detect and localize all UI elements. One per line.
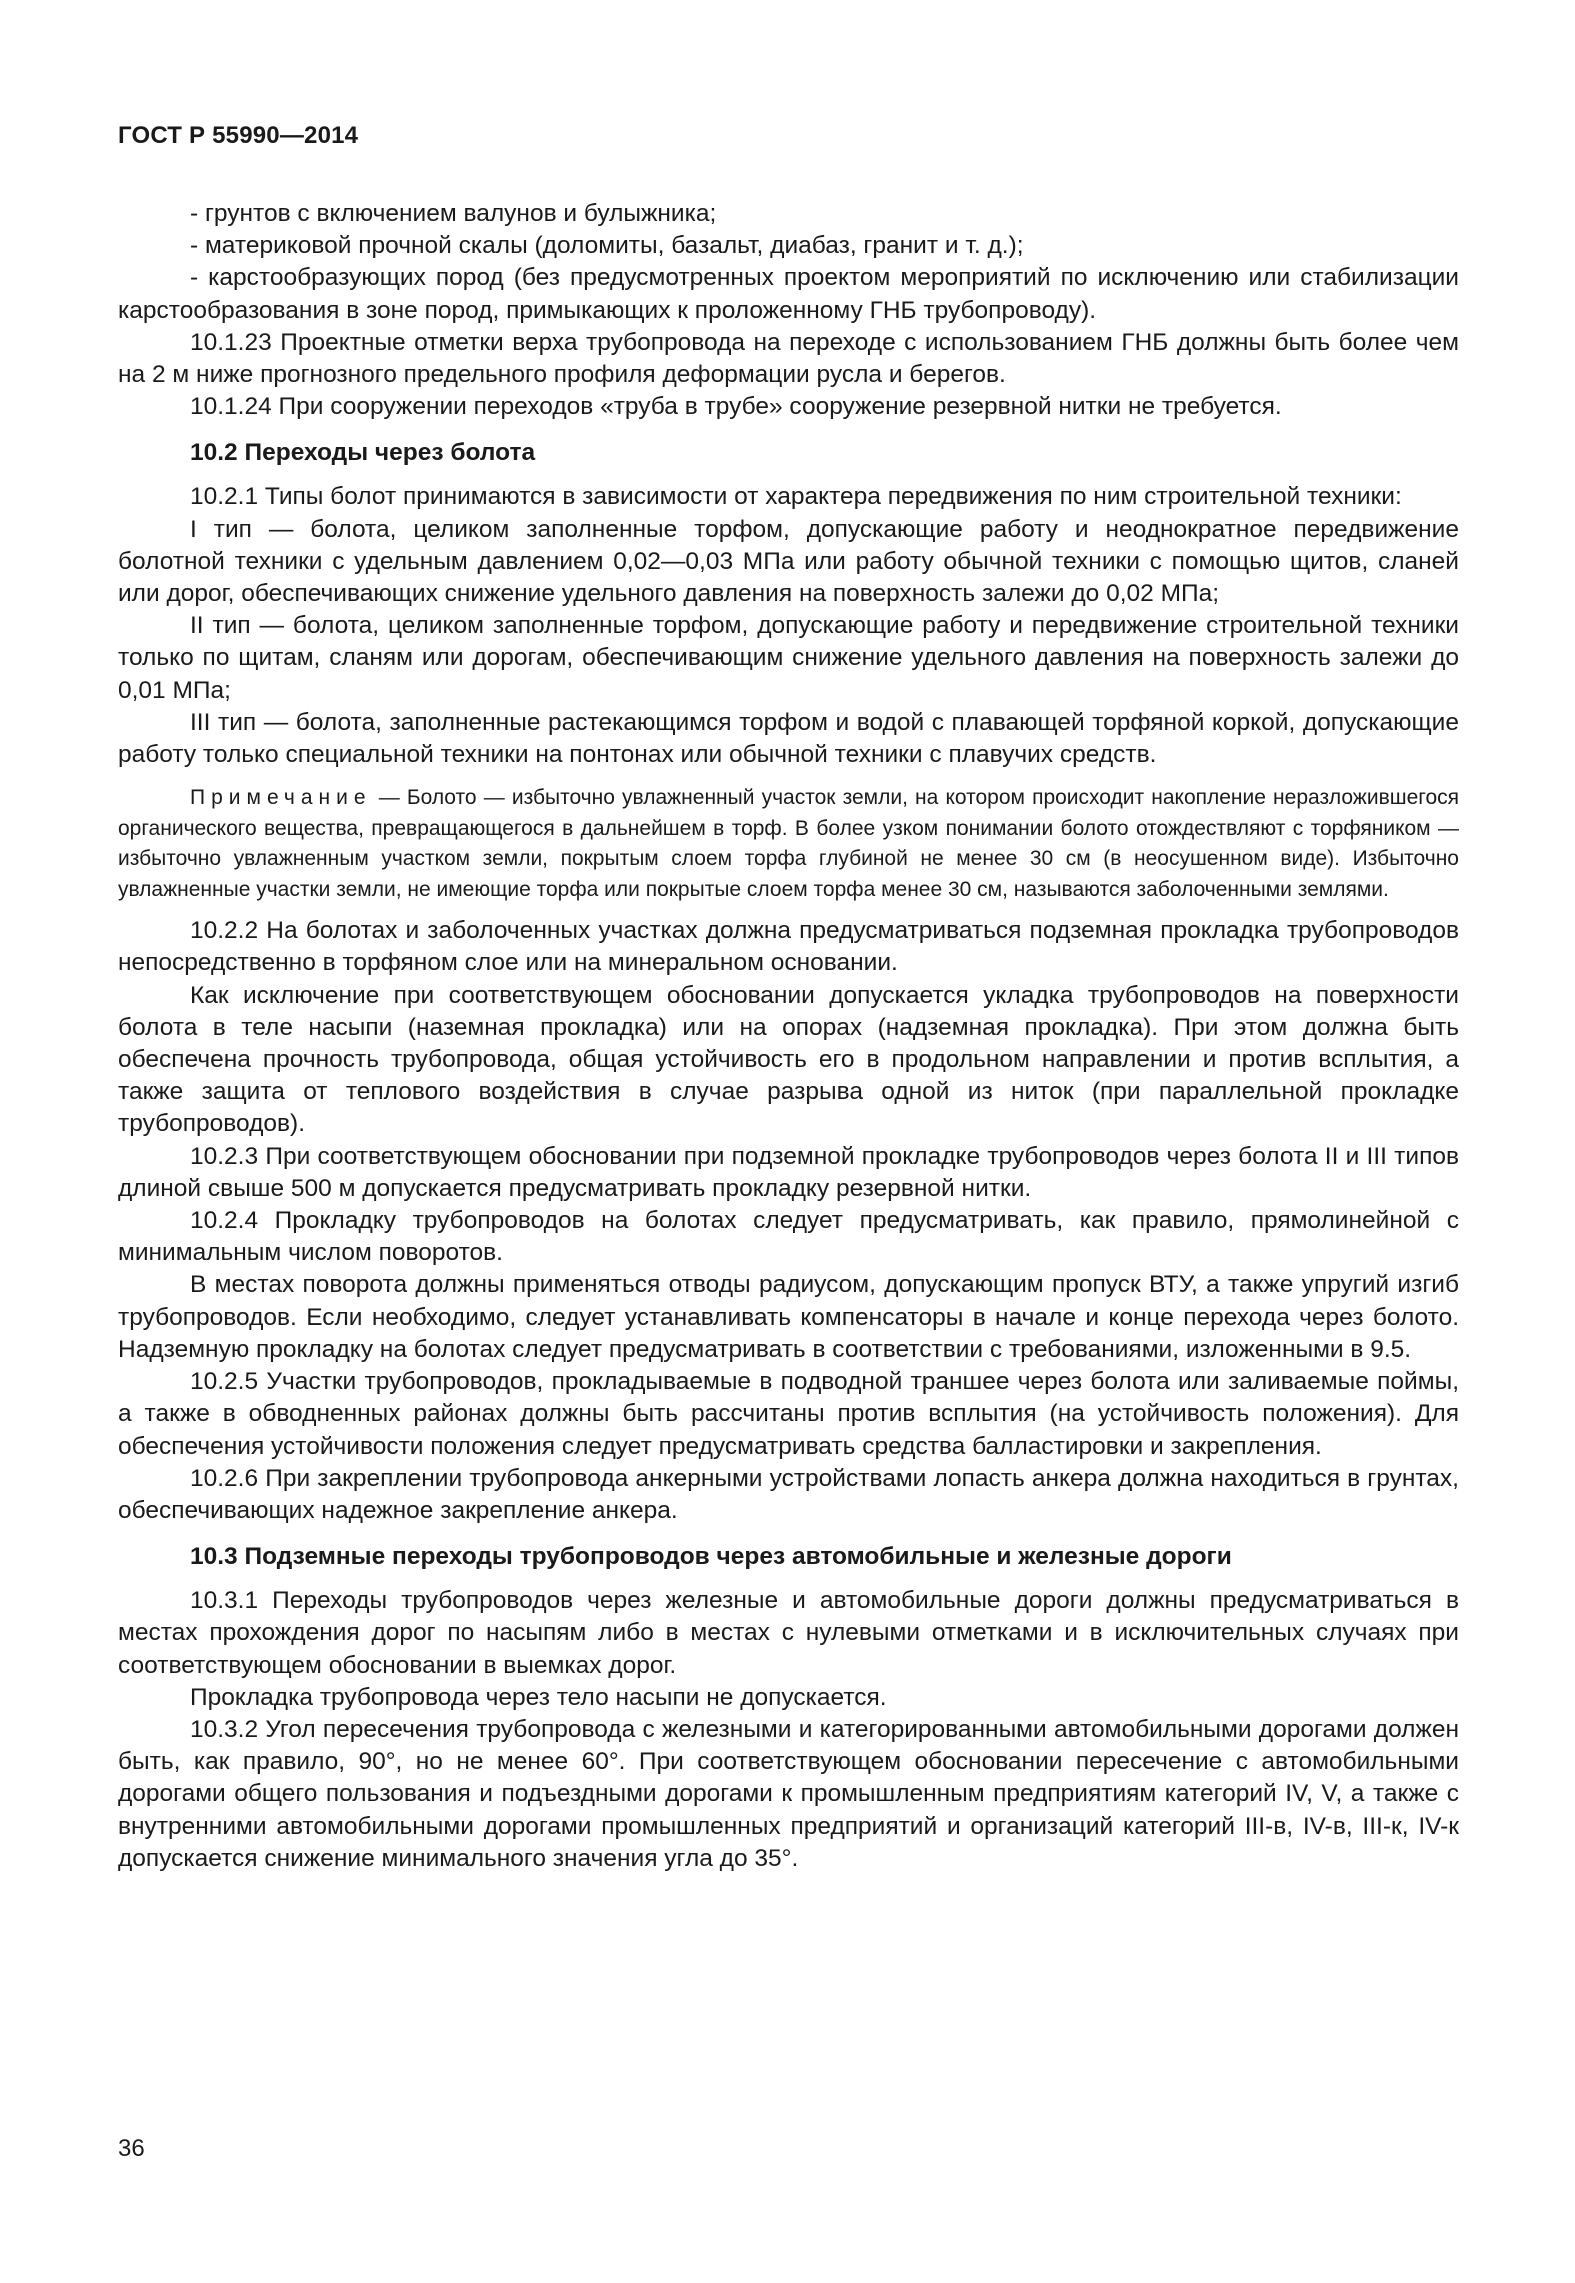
paragraph-10-3-2: 10.3.2 Угол пересечения трубопровода с железными и категорированными автомобильными дорогами должен быть, как правило, 90°, но не менее 60°. При соответствующем обосновании пересечение с автомобильными дорогами общего пользования и подъездными дорогами к промышленным предприятиям категорий IV, V, а также с внутренними автомобильными дорогами промышленных предприятий и организаций категорий III-в, IV-в, III-к, IV-к допускается снижение минимального значения угла до 35°. [118, 1715, 1459, 1872]
paragraph-10-2-1: 10.2.1 Типы болот принимаются в зависимости от характера передвижения по ним строительной техники: [190, 483, 1402, 511]
section-heading-10-2: 10.2 Переходы через болота [190, 439, 536, 467]
list-item: - материковой прочной скалы (доломиты, базальт, диабаз, гранит и т. д.); [190, 232, 1024, 260]
paragraph-10-2-2-b: Как исключение при соответствующем обосновании допускается укладка трубопроводов на поверхности болота в теле насыпи (наземная прокладка) или на опорах (надземная прокладка). При этом должна быть обеспечена прочность трубопровода, общая устойчивость его в продольном направлении и против всплытия, а также защита от теплового воздействия в случае разрыва одной из ниток (при параллельной прокладке трубопроводов). [118, 981, 1459, 1138]
document-body [118, 198, 1459, 1875]
bog-type-3: III тип — болота, заполненные растекающимся торфом и водой с плавающей торфяной коркой, допускающие работу только специальной техники на понтонах или обычной техники с плавучих средств. [118, 708, 1459, 769]
bog-type-2: II тип — болота, целиком заполненные торфом, допускающие работу и передвижение строительной техники только по щитам, сланям или дорогам, обеспечивающим снижение удельного давления на поверхность залежи до 0,01 МПа; [118, 612, 1459, 704]
list-item: - грунтов с включением валунов и булыжника; [190, 200, 717, 227]
paragraph-10-3-1-b: Прокладка трубопровода через тело насыпи не допускается. [190, 1683, 887, 1711]
paragraph-10-2-2: 10.2.2 На болотах и заболоченных участках должна предусматриваться подземная прокладка трубопроводов непосредственно в торфяном слое или на минеральном основании. [118, 917, 1459, 977]
note-block [118, 783, 1459, 905]
paragraph-10-1-24: 10.1.24 При сооружении переходов «труба в трубе» сооружение резервной нитки не требуется. [190, 393, 1282, 421]
note-text: — Болото — избыточно увлажненный участок земли, на котором происходит накопление неразложившегося органического вещества, превращающегося в дальнейшем в торф. В более узком понимании болото отождествляют с торфяником — избыточно увлажненным участком земли, покрытым слоем торфа глубиной не менее 30 см (в неосушенном виде). Избыточно увлажненные участки земли, не имеющие торфа или покрытые слоем торфа менее 30 см, называются заболоченными землями. [118, 786, 1459, 901]
section-heading-10-3: 10.3 Подземные переходы трубопроводов через автомобильные и железные дороги [190, 1543, 1232, 1571]
page-number: 36 [118, 2135, 145, 2162]
note-label: Примечание [190, 786, 372, 810]
paragraph-10-2-4-b: В местах поворота должны применяться отводы радиусом, допускающим пропуск ВТУ, а также упругий изгиб трубопроводов. Если необходимо, следует устанавливать компенсаторы в начале и конце перехода через болото. Надземную прокладку на болотах следует предусматривать в соответствии с требованиями, изложенными в 9.5. [118, 1271, 1459, 1363]
paragraph-10-1-23: 10.1.23 Проектные отметки верха трубопровода на переходе с использованием ГНБ должны быть более чем на 2 м ниже прогнозного предельного профиля деформации русла и берегов. [118, 328, 1459, 389]
bog-type-1: I тип — болота, целиком заполненные торфом, допускающие работу и неоднократное передвижение болотной техники с удельным давлением 0,02—0,03 МПа или работу обычной техники с помощью щитов, сланей или дорог, обеспечивающих снижение удельного давления на поверхность залежи до 0,02 МПа; [118, 515, 1459, 608]
paragraph-10-2-6: 10.2.6 При закреплении трубопровода анкерными устройствами лопасть анкера должна находиться в грунтах, обеспечивающих надежное закрепление анкера. [118, 1464, 1459, 1524]
paragraph-10-2-4: 10.2.4 Прокладку трубопроводов на болотах следует предусматривать, как правило, прямолинейной с минимальным числом поворотов. [118, 1207, 1459, 1267]
paragraph-10-2-3: 10.2.3 При соответствующем обосновании при подземной прокладке трубопроводов через болота II и III типов длиной свыше 500 м допускается предусматривать прокладку резервной нитки. [118, 1142, 1459, 1202]
paragraph-10-3-1: 10.3.1 Переходы трубопроводов через железные и автомобильные дороги должны предусматриваться в местах прохождения дорог по насыпям либо в местах с нулевыми отметками и в исключительных случаях при соответствующем обосновании в выемках дорог. [118, 1587, 1459, 1679]
paragraph-10-2-5: 10.2.5 Участки трубопроводов, прокладываемые в подводной траншее через болота или заливаемые поймы, а также в обводненных районах должны быть рассчитаны против всплытия (на устойчивость положения). Для обеспечения устойчивости положения следует предусматривать средства балластировки и закрепления. [118, 1368, 1459, 1460]
document-header: ГОСТ Р 55990—2014 [118, 122, 359, 149]
list-item: - карстообразующих пород (без предусмотренных проектом мероприятий по исключению или стабилизации карстообразования в зоне пород, примыкающих к проложенному ГНБ трубопроводу). [118, 264, 1459, 324]
